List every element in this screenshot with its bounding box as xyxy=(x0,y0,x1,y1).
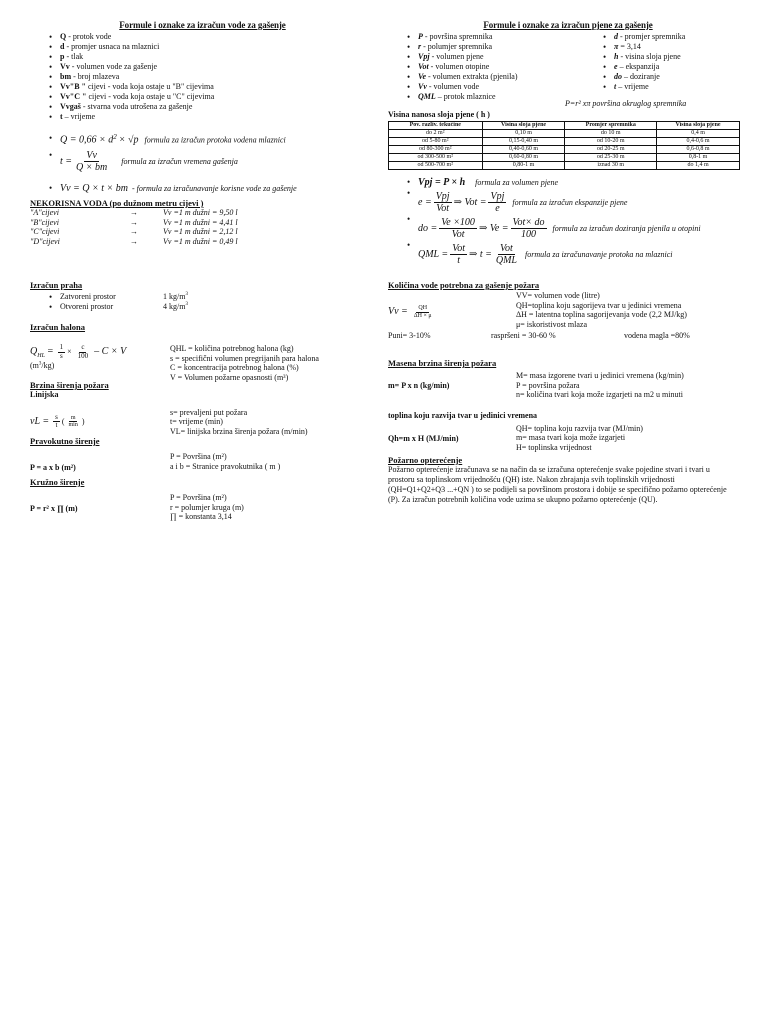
prah-section xyxy=(30,280,375,312)
foam-formulas-title: Formule i oznake za izračun pjene za gašenje xyxy=(483,20,653,30)
opterecenje-section xyxy=(388,455,733,505)
list-item: • QML = $\frac{\text{Vot}}{t}$ ⇒ t = $\frac{\text{Vot}}{\text{QML}}$ formula za izračunavanje protoka na mlaznici xyxy=(388,240,748,266)
linear-speed-formula: vL = $\frac{s}{t}$ ( $\frac{m}{\min}$ ) xyxy=(30,412,85,430)
list-item: • p - tlak xyxy=(30,52,375,62)
heat-legend: QH= toplina koju razvija tvar (MJ/min) m= masa tvari koja može izgarjeti H= toplinska vrijednost xyxy=(516,423,643,452)
section-header: Izračun halona xyxy=(30,322,86,332)
list-item: • Otvoreni prostor 4 kg/m 3 xyxy=(30,302,375,312)
nozzle-flow-formula xyxy=(388,240,748,266)
section-header: Brzina širenja požara xyxy=(30,380,109,390)
list-item: • t – vrijeme xyxy=(30,112,375,122)
rect-legend: P = Površina (m²) a i b = Stranice pravokutnika ( m ) xyxy=(170,452,281,471)
list-item: • e – ekspanzija xyxy=(584,62,748,72)
list-item: • Vvgaš - stvarna voda utrošena za gašenje xyxy=(30,102,375,112)
list-item: • $Q = 0,66 \times d^2 \times √p$ formula za izračun protoka vodena mlaznici xyxy=(30,133,375,147)
subsection-label: Linijska xyxy=(30,390,59,400)
table-row: "B"cijevi → Vv =1 m dužni = 4,41 l xyxy=(30,217,238,227)
water-formulas-title: Formule i oznake za izračun vode za gašenje xyxy=(119,20,286,30)
halon-formula: $Q_{HL}$ = $\frac{1}{s}$ × $\frac{c}{100}$ – C × V $(m^3/kg)$ xyxy=(30,343,127,370)
mass-speed-legend: M= masa izgorene tvari u jedinici vremena (kg/min) P = površina požara n= količina tvari koja može izgarjeti na m2 u minuti xyxy=(516,371,684,400)
list-item: • r - polumjer spremnika xyxy=(388,42,584,52)
list-item: • Vv = Q × t × bm - formula za izračunavanje korisne vode za gašenje xyxy=(30,183,375,195)
water-quantity-legend: VV= volumen vode (litre) QH=toplina koju sagorijeva tvar u jedinici vremena ΔH = latentna toplina sagorijevanja vode (2,2 MJ/kg) μ= iskoristivost mlaza xyxy=(516,291,687,329)
list-item: • Vv - volumen vode za gašenje xyxy=(30,62,375,72)
section-header: Masena brzina širenja požara xyxy=(388,358,497,368)
section-header: Pravokutno širenje xyxy=(30,436,100,446)
section-header: Količina vode potrebna za gašenje požara xyxy=(388,280,540,290)
flow-formula xyxy=(30,133,375,147)
list-item: • Vv"B " cijevi - voda koja ostaje u "B" cijevima xyxy=(30,82,375,92)
table-row: "A"cijevi → Vv =1 m dužni = 9,50 l xyxy=(30,208,238,218)
time-formula xyxy=(30,150,375,173)
list-item: • h - visina sloja pjene xyxy=(584,52,748,62)
list-item: • Vpj = P × h formula za volumen pjene xyxy=(388,177,748,189)
mass-speed-formula: m= P x n (kg/min) xyxy=(388,381,450,391)
halon-section xyxy=(30,322,375,383)
circle-formula: P = r² x ∏ (m) xyxy=(30,504,78,514)
list-item: • do = $\frac{Ve \times 100}{\text{Vot}}$ ⇒ Ve = $\frac{\text{Vot× do}}{100}$ formula za izračun doziranja pjenila u otopini xyxy=(388,214,748,240)
list-item: • Vv - volumen vode xyxy=(388,82,584,92)
brzina-section xyxy=(30,380,375,437)
kolicina-section xyxy=(388,280,748,340)
section-header: NEKORISNA VODA (po dužnom metru cijevi ) xyxy=(30,198,204,208)
water-symbol-list xyxy=(30,32,375,122)
volume-formula xyxy=(30,183,375,195)
list-item: • Zatvoreni prostor 1 kg/m 3 xyxy=(30,292,375,302)
nekorisna-section xyxy=(30,198,375,247)
list-item: • Vot - volumen otopine xyxy=(388,62,584,72)
table-header-row: Pov. razliv. tekućine Visina sloja pjene Promjer spremnika Visina sloja pjene xyxy=(389,122,740,130)
halon-legend: QHL = količina potrebnog halona (kg) s = specifični volumen pregrijanih para halona C = koncentracija potrebnog halona (%) V = Volumen požarne opasnosti (m³) xyxy=(170,344,319,382)
list-item: • π = 3,14 xyxy=(584,42,748,52)
rect-formula: P = a x b (m²) xyxy=(30,463,76,473)
foam-height-table xyxy=(388,121,740,170)
list-item: • t = $\frac{Vv}{Q \times bm}$ formula za izračun vremena gašenja xyxy=(30,150,375,173)
list-item: • d - promjer usnaca na mlaznici xyxy=(30,42,375,52)
kruzno-section xyxy=(30,477,375,522)
list-item: • bm - broj mlazeva xyxy=(30,72,375,82)
heat-formula: Qh=m x H (MJ/min) xyxy=(388,433,459,443)
masena-section xyxy=(388,358,748,400)
list-item: • do – doziranje xyxy=(584,72,748,82)
list-item: • d - promjer spremnika xyxy=(584,32,748,42)
fire-load-paragraph: Požarno opterećenje izračunava se na način da se izračuna opterećenje svake pojedine stvari i tvari u prostoru sa toplinskom vrijednošću (QH) iste. Nakon zbrajanja svih toplinskih vrijednosti (QH=Q1+Q2+Q3 ...+QN ) to se podijeli sa površinom prostora i dobije se specifično požarno opterećenje (P). Za izračun potrebnih količina vode uzima se ukupno požarno opterećenje (QU). xyxy=(388,465,727,505)
table-row: do 2 m² 0,10 m do 10 m 0,4 m xyxy=(389,130,740,138)
list-item: • Q - protok vode xyxy=(30,32,375,42)
list-item: • Vpj - volumen pjene xyxy=(388,52,584,62)
list-item: • Ve - volumen extrakta (pjenila) xyxy=(388,72,584,82)
area-formula: P=r² xπ površina okruglog spremnika xyxy=(565,99,687,108)
table-row: od 80-300 m² 0,40-0,60 m od 20-25 m 0,6-0,8 m xyxy=(389,146,740,154)
circle-legend: P = Površina (m²) r = polumjer kruga (m) ∏ = konstanta 3,14 xyxy=(170,493,244,522)
toplina-section xyxy=(388,411,748,452)
water-quantity-formula: Vv = $\frac{QH}{\Delta H \times \mu}$ xyxy=(388,305,432,319)
table-row: "D"cijevi → Vv =1 m dužni = 0,49 l xyxy=(30,236,238,246)
foam-symbol-lists xyxy=(388,32,748,102)
jet-efficiency-row: Puni= 3-10% raspršeni = 30-60 % vodena magla =80% xyxy=(388,330,690,340)
list-item: • P - površina spremnika xyxy=(388,32,584,42)
section-header: toplina koju razvija tvar u jedinici vremena xyxy=(388,411,538,420)
table-row: od 300-500 m² 0,60-0,80 m od 25-30 m 0,8-1 m xyxy=(389,154,740,162)
table-row: od 500-700 m² 0,80-1 m iznad 30 m do 1,4 m xyxy=(389,162,740,170)
linear-speed-legend: s= prevaljeni put požara t= vrijeme (min) VL= linijska brzina širenja požara (m/min) xyxy=(170,407,308,436)
table-row: od 5-80 m² 0,15-0,40 m od 10-20 m 0,4-0,6 m xyxy=(389,138,740,146)
table-row: "C"cijevi → Vv =1 m dužni = 2,12 l xyxy=(30,227,238,237)
dosing-formula xyxy=(388,214,748,240)
section-header: Izračun praha xyxy=(30,280,83,290)
expansion-formula xyxy=(388,188,748,214)
pravokutno-section xyxy=(30,436,375,473)
section-header: Kružno širenje xyxy=(30,477,85,487)
list-item: • e = $\frac{\text{Vpj}}{\text{Vot}}$ ⇒ Vot = $\frac{\text{Vpj}}{e}$ formula za izračun ekspanzije pjene xyxy=(388,188,748,214)
list-item: • QML – protok mlaznice xyxy=(388,92,584,102)
list-item: • t – vrijeme xyxy=(584,82,748,92)
list-item: • Vv"C " cijevi - voda koja ostaje u "C" cijevima xyxy=(30,92,375,102)
table-title: Visina nanosa sloja pjene ( h ) xyxy=(388,110,490,119)
section-header: Požarno opterećenje xyxy=(388,455,463,465)
